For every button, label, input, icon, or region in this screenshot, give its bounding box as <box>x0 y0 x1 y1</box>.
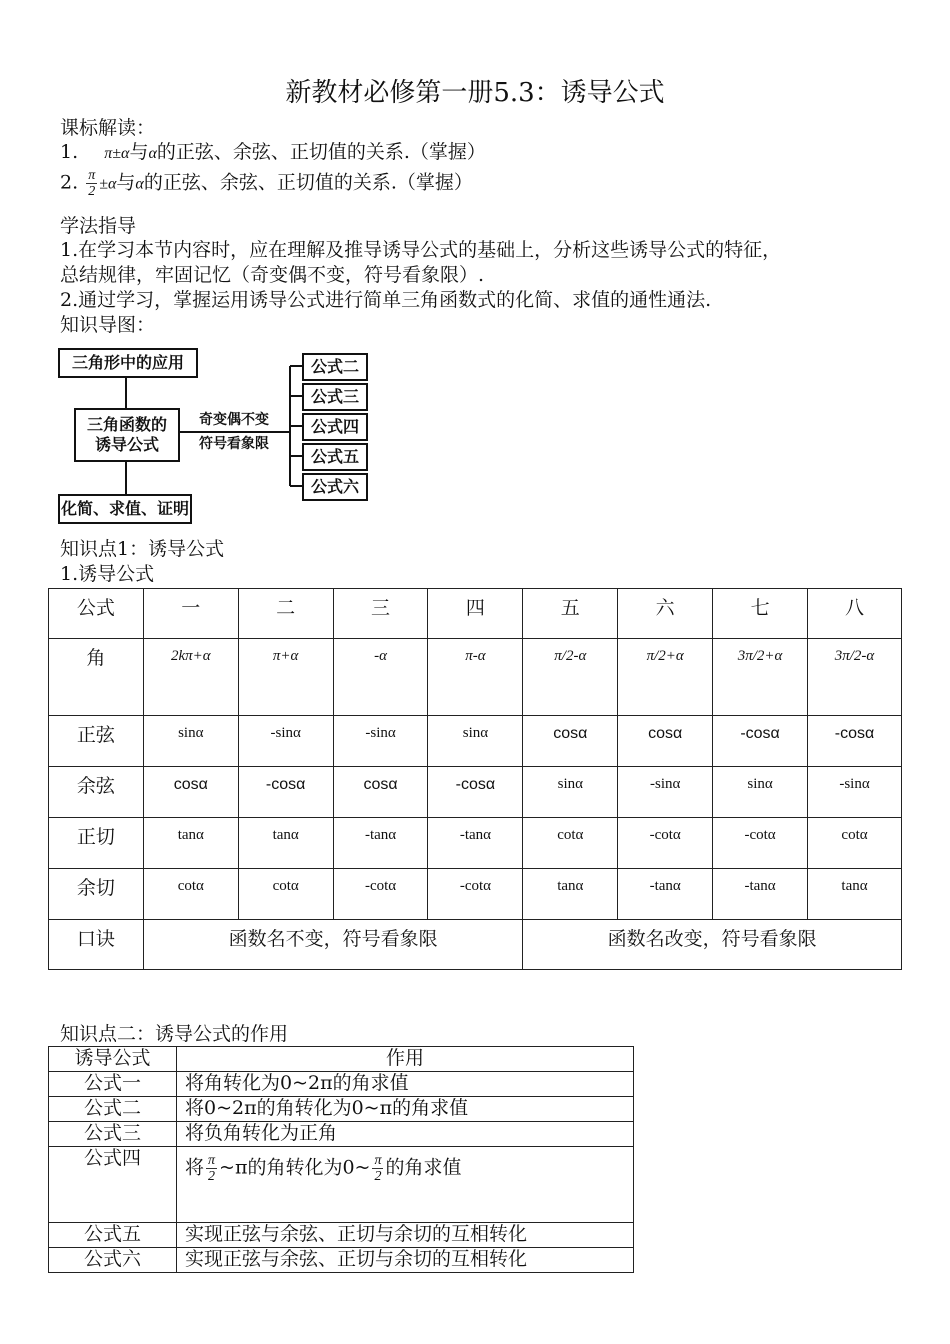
conjunction: 与 <box>129 141 149 163</box>
method-heading: 学法指导 <box>60 215 137 237</box>
item-number: 1. <box>60 141 79 163</box>
kp1-subheading: 1.诱导公式 <box>60 563 155 585</box>
value-cell: -cotα <box>428 869 523 920</box>
formula-effect: 将负角转化为正角 <box>177 1122 634 1147</box>
sine-row <box>49 716 902 767</box>
alpha-symbol: α <box>135 175 144 193</box>
header-cell: 四 <box>428 589 523 639</box>
header-cell: 诱导公式 <box>49 1047 177 1072</box>
formula-name: 公式五 <box>49 1223 177 1248</box>
method-paragraph-2: 2.通过学习，掌握运用诱导公式进行简单三角函数式的化简、求值的通性通法. <box>60 289 712 311</box>
formula-usage-table <box>48 1046 634 1273</box>
map-heading: 知识导图： <box>60 314 156 336</box>
table-row <box>49 1122 634 1147</box>
map-box-formula-3: 公式三 <box>302 383 368 411</box>
mnemonic-left: 函数名不变，符号看象限 <box>143 920 523 970</box>
method-paragraph-1-line-1: 1.在学习本节内容时，应在理解及推导诱导公式的基础上，分析这些诱导公式的特征， <box>60 239 782 261</box>
value-cell: -tanα <box>713 869 808 920</box>
cotangent-row <box>49 869 902 920</box>
row-label: 余切 <box>49 869 144 920</box>
table-row <box>49 1097 634 1122</box>
formula-name: 公式三 <box>49 1122 177 1147</box>
value-cell: cosα <box>523 716 618 767</box>
alpha-symbol: α <box>148 145 157 162</box>
formula-effect: 将角转化为0~2π的角求值 <box>177 1072 634 1097</box>
value-cell: -sinα <box>808 767 902 818</box>
value-cell: -cosα <box>808 716 902 767</box>
center-box-line-1: 三角函数的 <box>86 415 167 434</box>
row-label: 口诀 <box>49 920 144 970</box>
value-cell: tanα <box>238 818 333 869</box>
pi-over-2-fraction: $\frac{\pi}{2}$ <box>208 1153 216 1184</box>
value-cell: -cotα <box>333 869 428 920</box>
map-box-simplify-evaluate-prove: 化简、求值、证明 <box>58 494 192 524</box>
mnemonic-right: 函数名改变，符号看象限 <box>523 920 902 970</box>
header-cell: 三 <box>333 589 428 639</box>
map-box-formula-6: 公式六 <box>302 473 368 501</box>
formula-effect: 将0~2π的角转化为0~π的角求值 <box>177 1097 634 1122</box>
angle-cell: 2kπ+α <box>143 639 238 716</box>
value-cell: cotα <box>523 818 618 869</box>
angle-cell: π/2-α <box>523 639 618 716</box>
method-paragraph-1-line-2: 总结规律，牢固记忆（奇变偶不变，符号看象限）. <box>60 264 485 286</box>
induction-formula-table <box>48 588 902 970</box>
table-row <box>49 1072 634 1097</box>
center-box-line-2: 诱导公式 <box>94 435 159 454</box>
value-cell: -cosα <box>713 716 808 767</box>
value-cell: sinα <box>713 767 808 818</box>
row-label: 正切 <box>49 818 144 869</box>
value-cell: tanα <box>143 818 238 869</box>
header-cell: 五 <box>523 589 618 639</box>
value-cell: -cosα <box>428 767 523 818</box>
value-cell: cotα <box>143 869 238 920</box>
value-cell: sinα <box>428 716 523 767</box>
value-cell: cotα <box>808 818 902 869</box>
angle-cell: -α <box>333 639 428 716</box>
conjunction: 与 <box>116 171 136 194</box>
header-cell: 一 <box>143 589 238 639</box>
angle-cell: 3π/2+α <box>713 639 808 716</box>
formula-name: 公式二 <box>49 1097 177 1122</box>
tangent-row <box>49 818 902 869</box>
table-header-row <box>49 1047 634 1072</box>
table-row <box>49 1223 634 1248</box>
formula-name: 公式一 <box>49 1072 177 1097</box>
value-cell: sinα <box>143 716 238 767</box>
value-cell: -sinα <box>618 767 713 818</box>
map-box-induction-formulas <box>74 408 180 462</box>
item-number: 2. <box>60 171 79 194</box>
curriculum-heading: 课标解读： <box>60 117 156 139</box>
angle-cell: π-α <box>428 639 523 716</box>
formula-name: 公式四 <box>49 1147 177 1223</box>
math-expression: π±α <box>104 145 130 162</box>
value-cell: -tanα <box>333 818 428 869</box>
row-label: 余弦 <box>49 767 144 818</box>
pi-over-2-fraction: $\frac{\pi}{2}$ <box>374 1153 382 1184</box>
formula-effect: 将 $\frac{\pi}{2}$ ~π的角转化为0~ $\frac{\pi}{2}$ 的角求值 <box>177 1147 634 1223</box>
value-cell: -tanα <box>618 869 713 920</box>
math-expression: ±α <box>99 175 117 193</box>
angle-cell: π+α <box>238 639 333 716</box>
header-cell: 六 <box>618 589 713 639</box>
pi-over-2-fraction: $\frac{\pi}{2}$ <box>88 168 96 199</box>
value-cell: tanα <box>523 869 618 920</box>
map-box-formula-4: 公式四 <box>302 413 368 441</box>
value-cell: cosα <box>333 767 428 818</box>
header-cell: 八 <box>808 589 902 639</box>
kp2-heading: 知识点二：诱导公式的作用 <box>60 1023 289 1045</box>
formula-effect: 实现正弦与余弦、正切与余切的互相转化 <box>177 1248 634 1273</box>
header-cell: 作用 <box>177 1047 634 1072</box>
map-box-formula-5: 公式五 <box>302 443 368 471</box>
table-row <box>49 1248 634 1273</box>
row-label: 正弦 <box>49 716 144 767</box>
value-cell: -sinα <box>238 716 333 767</box>
map-rule-line-1: 奇变偶不变 <box>199 412 269 428</box>
value-cell: cosα <box>618 716 713 767</box>
map-rule-line-2: 符号看象限 <box>199 436 269 452</box>
table-row <box>49 1147 634 1223</box>
value-cell: tanα <box>808 869 902 920</box>
kp1-heading: 知识点1：诱导公式 <box>60 538 225 560</box>
value-cell: -tanα <box>428 818 523 869</box>
header-cell: 公式 <box>49 589 144 639</box>
table-header-row <box>49 589 902 639</box>
item-text: 的正弦、余弦、正切值的关系.（掌握） <box>143 171 473 194</box>
angle-cell: π/2+α <box>618 639 713 716</box>
map-box-formula-2: 公式二 <box>302 353 368 381</box>
value-cell: -cotα <box>618 818 713 869</box>
item-text: 的正弦、余弦、正切值的关系.（掌握） <box>156 141 486 163</box>
cosine-row <box>49 767 902 818</box>
value-cell: -sinα <box>333 716 428 767</box>
formula-effect: 实现正弦与余弦、正切与余切的互相转化 <box>177 1223 634 1248</box>
header-cell: 七 <box>713 589 808 639</box>
header-cell: 二 <box>238 589 333 639</box>
mnemonic-row <box>49 920 902 970</box>
page-title: 新教材必修第一册5.3：诱导公式 <box>285 78 665 108</box>
value-cell: cosα <box>143 767 238 818</box>
angle-row <box>49 639 902 716</box>
formula-name: 公式六 <box>49 1248 177 1273</box>
angle-cell: 3π/2-α <box>808 639 902 716</box>
row-label: 角 <box>49 639 144 716</box>
value-cell: -cosα <box>238 767 333 818</box>
value-cell: sinα <box>523 767 618 818</box>
map-box-triangle-application: 三角形中的应用 <box>58 348 198 378</box>
value-cell: -cotα <box>713 818 808 869</box>
value-cell: cotα <box>238 869 333 920</box>
